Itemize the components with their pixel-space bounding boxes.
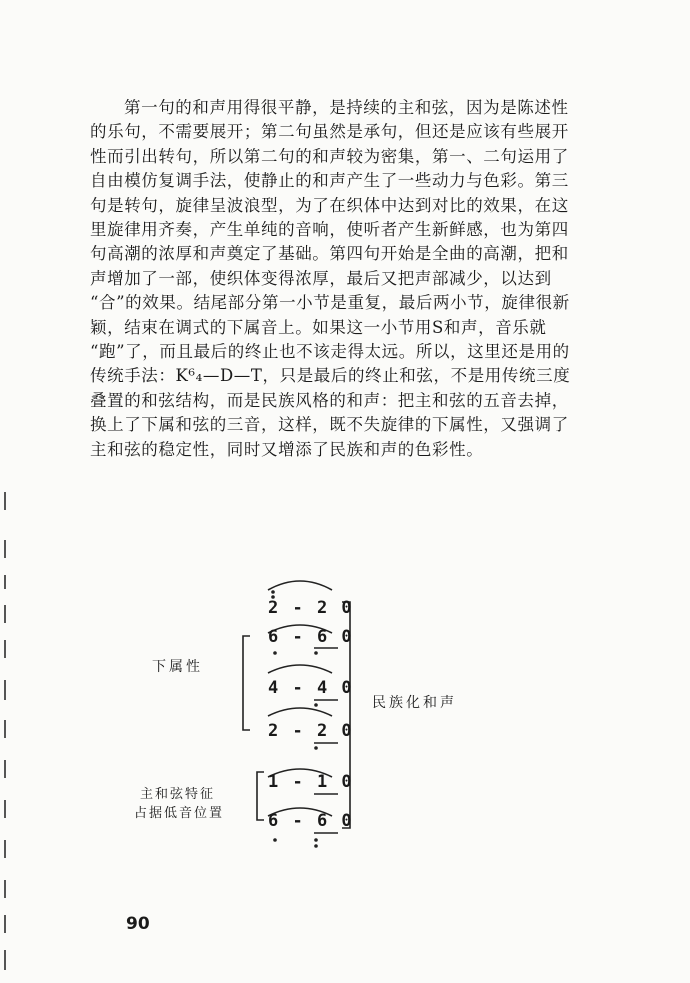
margin-mark [4, 492, 6, 510]
text-line: 传统手法：K⁶₄—D—T，只是最后的终止和弦，不是用传统三度 [90, 366, 571, 386]
text-line: 主和弦的稳定性，同时又增添了民族和声的色彩性。 [90, 439, 484, 459]
notation-row: 6 - 6 0 [268, 627, 354, 647]
text-line: 句高潮的浓厚和声奠定了基础。第四句开始是全曲的高潮，把和 [90, 244, 569, 264]
notation-row: 2 - 2 0 [268, 721, 354, 741]
label-subdominant: 下属性 [152, 659, 203, 675]
text-line: 自由模仿复调手法，使静止的和声产生了一些动力与色彩。第三 [90, 171, 569, 191]
notation-row: 2 - 2 0 [268, 598, 354, 618]
text-line: 叠置的和弦结构，而是民族风格的和声：把主和弦的五音去掉， [90, 390, 569, 410]
text-line: 的乐句，不需要展开；第二句虽然是承句，但还是应该有些展开 [90, 122, 569, 142]
label-national-harmony: 民族化和声 [372, 695, 457, 711]
text-line: 第一句的和声用得很平静，是持续的主和弦，因为是陈述性 [124, 98, 569, 117]
label-tonic-feature: 主和弦特征 [140, 787, 216, 802]
text-line: “合”的效果。结尾部分第一小节是重复，最后两小节，旋律很新 [90, 293, 570, 313]
label-bass-position: 占据低音位置 [134, 806, 225, 821]
octave-dot [314, 703, 318, 707]
left-bracket-tonic [257, 772, 264, 820]
page-number: 90 [126, 914, 150, 934]
text-line: 声增加了一部，使织体变得浓厚，最后又把声部减少，以达到 [90, 268, 552, 288]
text-line: 里旋律用齐奏，产生单纯的音响，使听者产生新鲜感，也为第四 [90, 220, 569, 240]
text-line: 换上了下属和弦的三音，这样，既不失旋律的下属性，又强调了 [90, 415, 569, 435]
margin-mark [4, 720, 6, 738]
notation-row: 4 - 4 0 [268, 678, 354, 698]
octave-dot [314, 844, 318, 848]
margin-mark [4, 680, 6, 700]
notation-row: 6 - 6 0 [268, 811, 354, 831]
slur-mark [268, 581, 332, 590]
margin-mark [4, 880, 6, 898]
notation-row: 1 - 1 0 [268, 772, 354, 792]
margin-mark [4, 915, 6, 933]
slur-mark [268, 665, 332, 673]
octave-dot [273, 651, 277, 655]
text-line: 性而引出转句，所以第二句的和声较为密集，第一、二句运用了 [90, 146, 569, 166]
margin-mark [4, 840, 6, 858]
margin-mark [4, 950, 6, 970]
margin-mark [4, 540, 6, 558]
margin-mark [4, 640, 6, 658]
octave-dot [271, 590, 275, 594]
text-line: 句是转句，旋律呈波浪型，为了在织体中达到对比的效果，在这 [90, 195, 569, 215]
left-bracket-subdominant [243, 636, 250, 730]
margin-mark [4, 800, 6, 818]
text-line: “跑”了，而且最后的终止也不该走得太远。所以，这里还是用的 [90, 342, 570, 362]
margin-mark [4, 575, 6, 589]
octave-dot [273, 838, 277, 842]
text-line: 颖，结束在调式的下属音上。如果这一小节用S和声，音乐就 [90, 317, 547, 337]
octave-dot [314, 651, 318, 655]
slur-mark [268, 708, 332, 716]
octave-dot [314, 838, 318, 842]
margin-mark [4, 605, 6, 623]
octave-dot [314, 746, 318, 750]
margin-mark [4, 760, 6, 778]
